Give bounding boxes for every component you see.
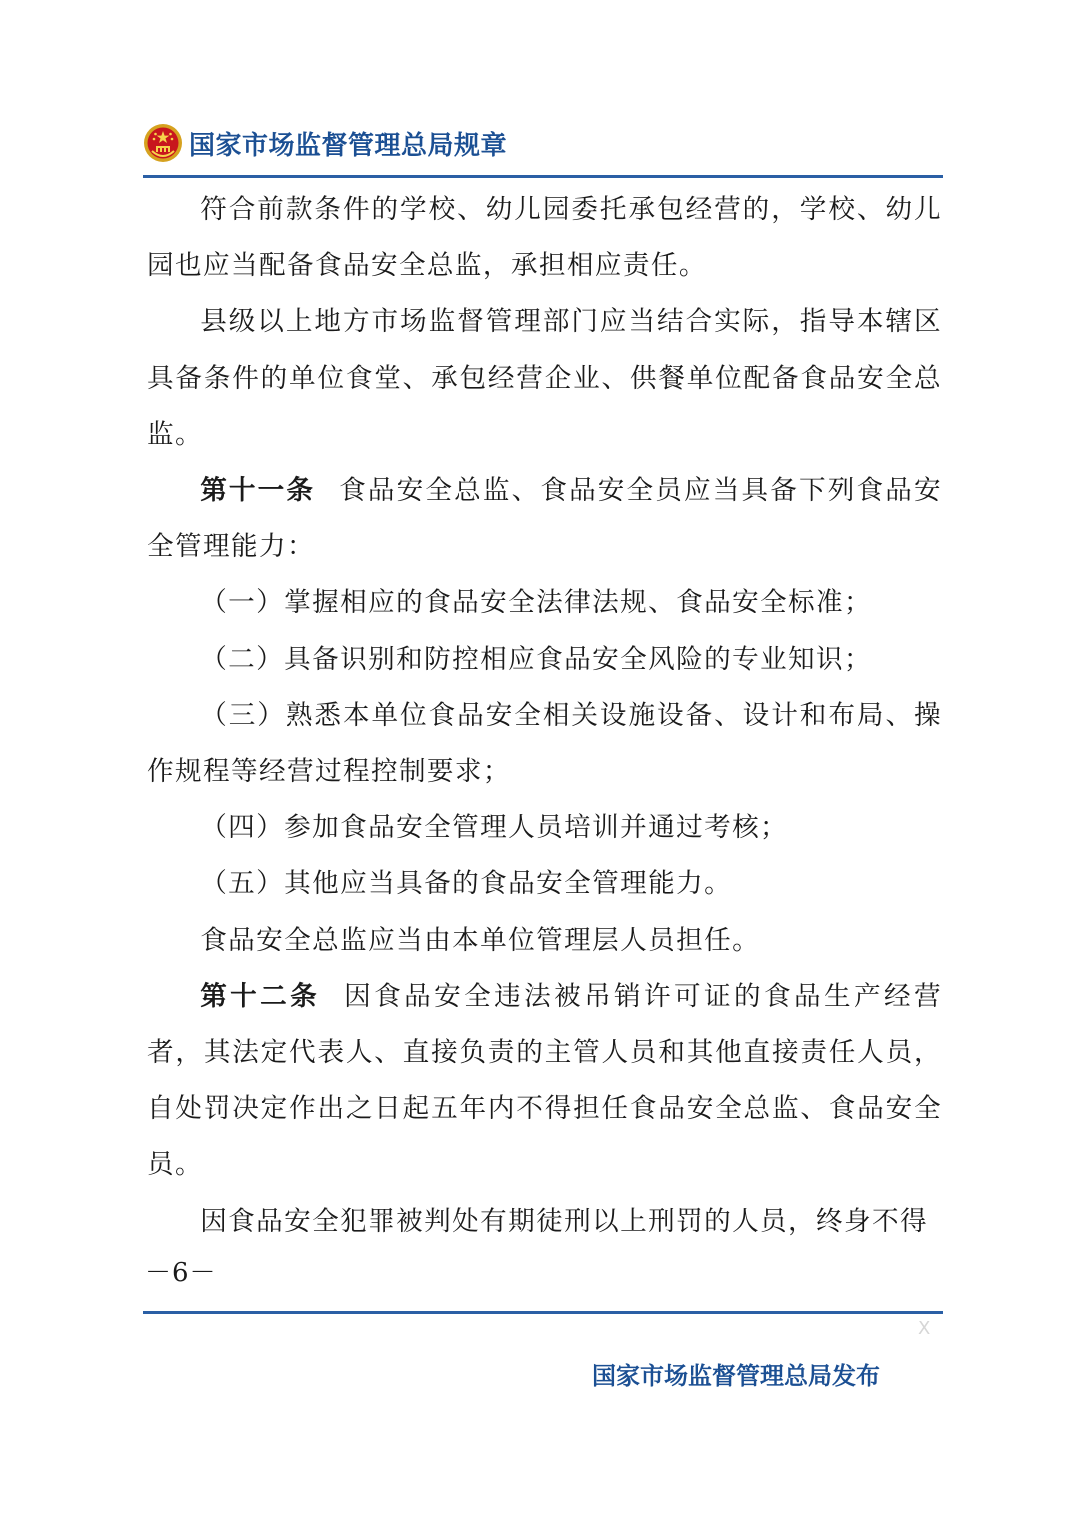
paragraph-text: 因食品安全违法被吊销许可证的食品生产经营者，其法定代表人、直接负责的主管人员和其他直接责任人员，自处罚决定作出之日起五年内不得担任食品安全总监、食品安全员。 [147, 980, 942, 1181]
paragraph-text: （四）参加食品安全管理人员培训并通过考核； [200, 812, 789, 844]
paragraph-text: 食品安全总监、食品安全员应当具备下列食品安全管理能力： [147, 475, 942, 563]
article-number: 第十二条 [200, 980, 321, 1012]
paragraph-text: （三）熟悉本单位食品安全相关设施设备、设计和布局、操作规程等经营过程控制要求； [147, 699, 942, 788]
national-emblem-icon [143, 123, 183, 163]
document-body [147, 182, 942, 1250]
publisher-footer: 国家市场监督管理总局发布 [592, 1362, 880, 1390]
article-paragraph [147, 969, 942, 1194]
body-paragraph [147, 856, 942, 912]
article-paragraph [147, 463, 942, 575]
body-paragraph [147, 688, 942, 800]
paragraph-text: 食品安全总监应当由本单位管理层人员担任。 [200, 924, 761, 956]
body-paragraph [147, 632, 942, 688]
paragraph-text: 因食品安全犯罪被判处有期徒刑以上刑罚的人员，终身不得 [200, 1205, 929, 1237]
body-paragraph [147, 1194, 942, 1250]
header-title: 国家市场监督管理总局规章 [189, 130, 508, 161]
body-paragraph [147, 182, 942, 294]
footer-divider [143, 1311, 943, 1314]
body-paragraph [147, 294, 942, 463]
paragraph-text: （二）具备识别和防控相应食品安全风险的专业知识； [200, 643, 873, 675]
paragraph-text: （一）掌握相应的食品安全法律法规、食品安全标准； [200, 587, 873, 619]
paragraph-text: （五）其他应当具备的食品安全管理能力。 [200, 868, 733, 900]
body-paragraph [147, 800, 942, 856]
page-header [143, 118, 943, 168]
header-divider [143, 175, 943, 178]
body-paragraph [147, 913, 942, 969]
corner-mark: X [918, 1318, 931, 1339]
article-number: 第十一条 [200, 475, 316, 507]
page-number: －6－ [145, 1258, 217, 1288]
body-paragraph [147, 575, 942, 631]
paragraph-text: 县级以上地方市场监督管理部门应当结合实际，指导本辖区具备条件的单位食堂、承包经营企业、供餐单位配备食品安全总监。 [147, 306, 942, 450]
paragraph-text: 符合前款条件的学校、幼儿园委托承包经营的，学校、幼儿园也应当配备食品安全总监，承担相应责任。 [147, 194, 942, 282]
